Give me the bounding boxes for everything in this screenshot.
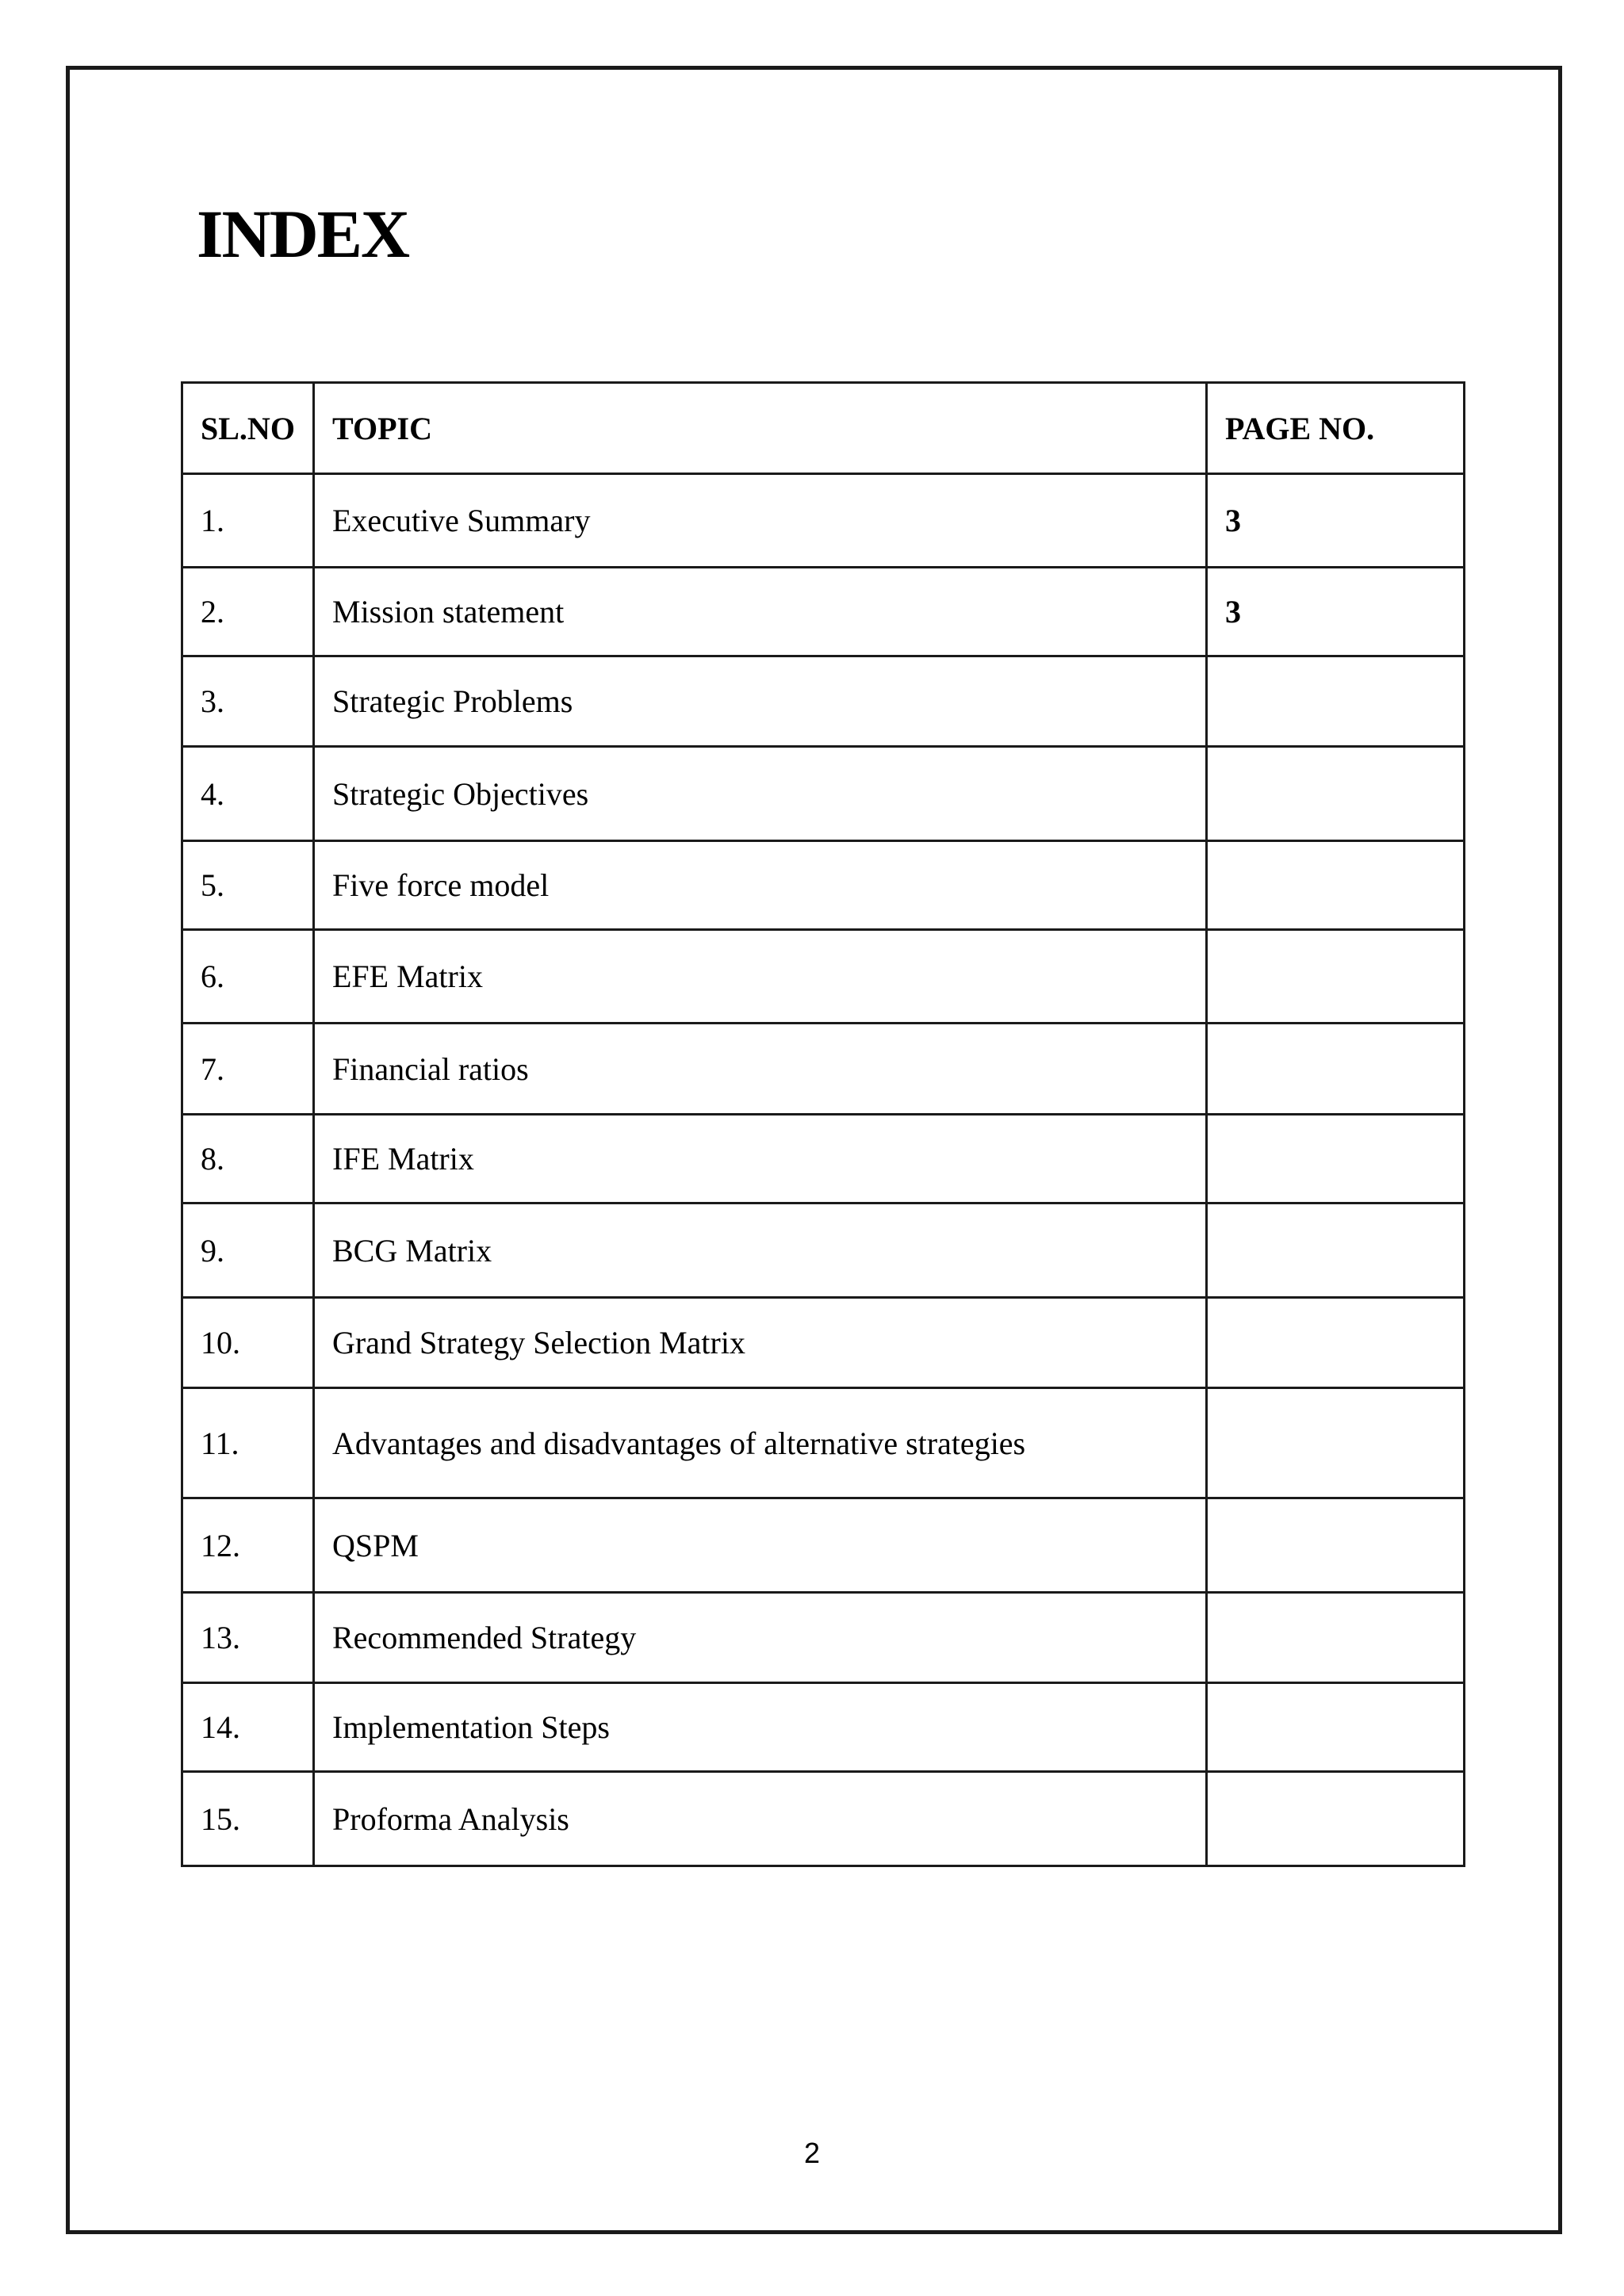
row-topic: BCG Matrix xyxy=(314,1203,1207,1298)
row-page-no xyxy=(1207,1024,1465,1115)
row-page-no: 3 xyxy=(1207,474,1465,568)
row-topic: Financial ratios xyxy=(314,1024,1207,1115)
table-row xyxy=(182,930,1465,1024)
row-topic: EFE Matrix xyxy=(314,930,1207,1024)
row-sl-no: 11. xyxy=(182,1388,314,1498)
row-sl-no: 13. xyxy=(182,1593,314,1683)
row-page-no xyxy=(1207,930,1465,1024)
row-topic: Advantages and disadvantages of alternative strategies xyxy=(314,1388,1207,1498)
table-row xyxy=(182,1388,1465,1498)
row-topic: Strategic Problems xyxy=(314,656,1207,747)
row-sl-no: 5. xyxy=(182,841,314,930)
table-row xyxy=(182,474,1465,568)
row-sl-no: 1. xyxy=(182,474,314,568)
row-page-no xyxy=(1207,656,1465,747)
row-sl-no: 14. xyxy=(182,1683,314,1772)
table-row xyxy=(182,841,1465,930)
row-page-no xyxy=(1207,1772,1465,1866)
table-row xyxy=(182,1298,1465,1388)
table-row xyxy=(182,568,1465,656)
table-row xyxy=(182,1498,1465,1593)
row-topic: IFE Matrix xyxy=(314,1115,1207,1203)
table-row xyxy=(182,747,1465,841)
row-sl-no: 3. xyxy=(182,656,314,747)
row-page-no xyxy=(1207,1203,1465,1298)
header-page-no: PAGE NO. xyxy=(1207,383,1465,474)
table-row xyxy=(182,1772,1465,1866)
header-topic: TOPIC xyxy=(314,383,1207,474)
row-sl-no: 2. xyxy=(182,568,314,656)
page-number: 2 xyxy=(803,2137,821,2169)
table-row xyxy=(182,1683,1465,1772)
table-row xyxy=(182,656,1465,747)
row-sl-no: 8. xyxy=(182,1115,314,1203)
row-page-no xyxy=(1207,747,1465,841)
row-topic: Recommended Strategy xyxy=(314,1593,1207,1683)
table-row xyxy=(182,1115,1465,1203)
row-topic: Grand Strategy Selection Matrix xyxy=(314,1298,1207,1388)
row-sl-no: 10. xyxy=(182,1298,314,1388)
row-page-no xyxy=(1207,1593,1465,1683)
row-topic: Five force model xyxy=(314,841,1207,930)
page-title: INDEX xyxy=(197,196,409,272)
row-topic: Strategic Objectives xyxy=(314,747,1207,841)
row-page-no xyxy=(1207,1498,1465,1593)
row-page-no xyxy=(1207,1298,1465,1388)
row-topic: Implementation Steps xyxy=(314,1683,1207,1772)
index-table xyxy=(181,381,1465,1867)
row-page-no xyxy=(1207,1115,1465,1203)
header-sl-no: SL.NO xyxy=(182,383,314,474)
row-page-no xyxy=(1207,841,1465,930)
row-page-no: 3 xyxy=(1207,568,1465,656)
row-sl-no: 12. xyxy=(182,1498,314,1593)
row-sl-no: 15. xyxy=(182,1772,314,1866)
row-page-no xyxy=(1207,1683,1465,1772)
row-sl-no: 6. xyxy=(182,930,314,1024)
row-topic: QSPM xyxy=(314,1498,1207,1593)
row-sl-no: 9. xyxy=(182,1203,314,1298)
row-topic: Proforma Analysis xyxy=(314,1772,1207,1866)
row-topic: Executive Summary xyxy=(314,474,1207,568)
table-header-row xyxy=(182,383,1465,474)
table-row xyxy=(182,1024,1465,1115)
row-page-no xyxy=(1207,1388,1465,1498)
row-sl-no: 4. xyxy=(182,747,314,841)
table-row xyxy=(182,1203,1465,1298)
row-sl-no: 7. xyxy=(182,1024,314,1115)
row-topic: Mission statement xyxy=(314,568,1207,656)
table-row xyxy=(182,1593,1465,1683)
